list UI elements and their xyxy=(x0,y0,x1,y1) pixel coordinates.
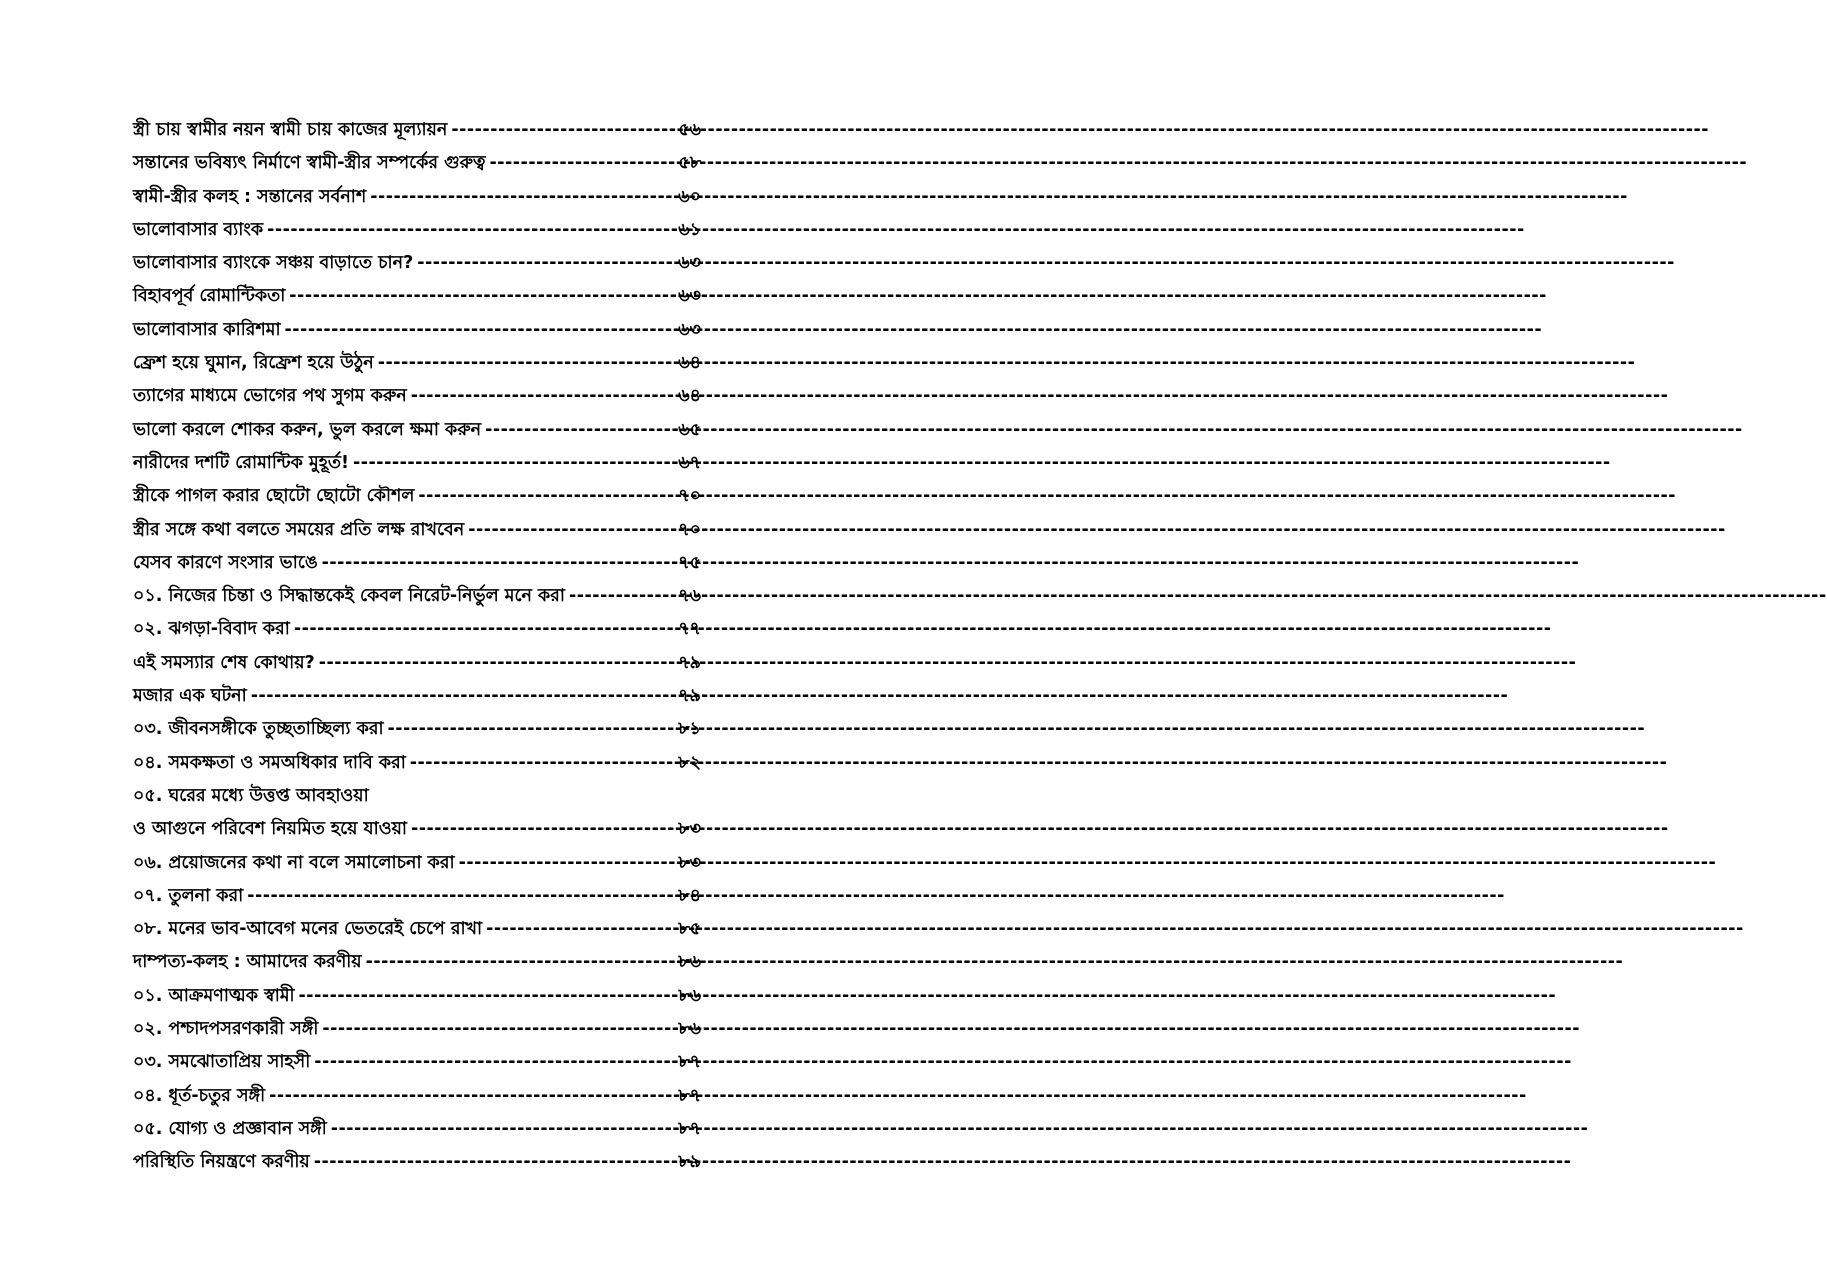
dot-leader xyxy=(314,1046,676,1079)
dot-leader xyxy=(459,847,677,880)
dot-leader xyxy=(451,114,676,147)
toc-entry[interactable] xyxy=(133,847,701,880)
toc-entry[interactable] xyxy=(133,480,701,513)
dot-leader xyxy=(418,480,676,513)
toc-entry-title: ০২. ঝগড়া-বিবাদ করা xyxy=(133,619,290,640)
toc-entry-title: ০৬. প্রয়োজনের কথা না বলে সমালোচনা করা xyxy=(133,852,455,873)
toc-entry-title: ০৭. তুলনা করা xyxy=(133,885,244,906)
toc-entry[interactable] xyxy=(133,780,701,813)
toc-entry[interactable] xyxy=(133,314,701,347)
toc-entry-title: ভালোবাসার ব্যাংক xyxy=(133,219,264,240)
toc-entry[interactable] xyxy=(133,613,701,646)
toc-entry-title: এই সমস্যার শেষ কোথায়? xyxy=(133,652,315,673)
dot-leader xyxy=(468,514,676,547)
toc-entry[interactable] xyxy=(133,880,701,913)
toc-entry[interactable] xyxy=(133,680,701,713)
toc-entry-title: যেসব কারণে সংসার ভাঙে xyxy=(133,552,318,573)
dot-leader xyxy=(490,147,677,180)
toc-entry-page-number: ৮৫ xyxy=(678,919,701,940)
toc-page xyxy=(0,0,870,1271)
toc-entry-title: বিহাবপূর্ব রোমান্টিকতা xyxy=(133,286,286,307)
toc-entry-title: ০৩. সমঝোতাপ্রিয় সাহসী xyxy=(133,1052,311,1073)
dot-leader xyxy=(294,613,676,646)
toc-entry[interactable] xyxy=(133,147,701,180)
toc-entry-title: স্ত্রীকে পাগল করার ছোটো ছোটো কৌশল xyxy=(133,486,415,507)
dot-leader xyxy=(322,547,677,580)
table-of-contents xyxy=(133,114,701,1180)
toc-entry[interactable] xyxy=(133,1146,701,1179)
dot-leader xyxy=(285,314,677,347)
toc-entry[interactable] xyxy=(133,980,701,1013)
dot-leader xyxy=(353,447,676,480)
toc-entry[interactable] xyxy=(133,347,701,380)
dot-leader xyxy=(289,280,676,313)
toc-entry-page-number: ৮৬ xyxy=(678,952,701,973)
toc-entry-page-number: ৫৬ xyxy=(678,120,701,140)
toc-entry[interactable] xyxy=(133,181,701,214)
toc-entry-page-number: ৬০ xyxy=(678,186,701,207)
toc-entry-page-number: ৮৩ xyxy=(678,852,701,873)
toc-entry-page-number: ৬৩ xyxy=(678,319,701,340)
dot-leader xyxy=(319,647,677,680)
toc-entry-title: ০১. আক্রমণাত্মক স্বামী xyxy=(133,985,295,1006)
dot-leader xyxy=(299,980,677,1013)
toc-entry-page-number: ৭০ xyxy=(678,519,701,540)
dot-leader xyxy=(370,181,676,214)
toc-entry[interactable] xyxy=(133,214,701,247)
dot-leader xyxy=(251,680,677,713)
toc-entry[interactable] xyxy=(133,647,701,680)
toc-entry-title: ০৫. যোগ্য ও প্রজ্ঞাবান সঙ্গী xyxy=(133,1118,327,1139)
toc-entry-title: ০১. নিজের চিন্তা ও সিদ্ধান্তকেই কেবল নিরেট-নির্ভুল মনে করা xyxy=(133,586,565,607)
toc-entry-page-number: ৬৭ xyxy=(678,452,701,473)
toc-entry-page-number: ৭০ xyxy=(678,486,701,507)
toc-entry-page-number: ৮৬ xyxy=(678,985,701,1006)
toc-entry[interactable] xyxy=(133,547,701,580)
toc-entry-page-number: ৮৭ xyxy=(678,1052,701,1073)
toc-entry[interactable] xyxy=(133,913,701,946)
toc-entry[interactable] xyxy=(133,114,701,147)
toc-entry-page-number: ৫৮ xyxy=(678,153,701,174)
toc-entry-page-number: ৭৯ xyxy=(678,686,701,707)
toc-entry-page-number: ৬১ xyxy=(678,219,701,240)
toc-entry[interactable] xyxy=(133,247,701,280)
toc-entry-page-number: ৮৬ xyxy=(678,1019,701,1040)
toc-entry-page-number: ৬৫ xyxy=(678,419,701,440)
toc-entry-title: ০৮. মনের ভাব-আবেগ মনের ভেতরেই চেপে রাখা xyxy=(133,919,483,940)
toc-entry-title: ফ্রেশ হয়ে ঘুমান, রিফ্রেশ হয়ে উঠুন xyxy=(133,353,374,374)
toc-entry-title: ও আগুনে পরিবেশ নিয়মিত হয়ে যাওয়া xyxy=(133,819,407,840)
dot-leader xyxy=(486,913,676,946)
dot-leader xyxy=(388,713,677,746)
toc-entry[interactable] xyxy=(133,580,701,613)
toc-entry-title: পরিস্থিতি নিয়ন্ত্রণে করণীয় xyxy=(133,1152,310,1173)
toc-entry-title: ভালোবাসার ব্যাংকে সঞ্চয় বাড়াতে চান? xyxy=(133,253,414,274)
toc-entry-page-number: ৮৭ xyxy=(678,1118,701,1139)
toc-entry-page-number: ৭৯ xyxy=(678,652,701,673)
toc-entry-page-number: ৬৪ xyxy=(678,386,701,407)
toc-entry[interactable] xyxy=(133,280,701,313)
toc-entry[interactable] xyxy=(133,380,701,413)
toc-entry[interactable] xyxy=(133,747,701,780)
dot-leader xyxy=(411,380,677,413)
toc-entry-page-number: ৮৯ xyxy=(678,1152,701,1173)
toc-entry[interactable] xyxy=(133,514,701,547)
dot-leader xyxy=(267,214,676,247)
dot-leader xyxy=(331,1113,677,1146)
toc-entry-page-number: ৭৬ xyxy=(678,586,701,607)
dot-leader xyxy=(378,347,677,380)
dot-leader xyxy=(417,247,676,280)
toc-entry-page-number: ৮৩ xyxy=(678,819,701,840)
toc-entry-title: ০২. পশ্চাদপসরণকারী সঙ্গী xyxy=(133,1019,319,1040)
dot-leader xyxy=(366,946,677,979)
dot-leader xyxy=(247,880,676,913)
toc-entry[interactable] xyxy=(133,414,701,447)
toc-entry-page-number: ৮৭ xyxy=(678,1085,701,1106)
toc-entry-title: ০৫. ঘরের মধ্যে উত্তপ্ত আবহাওয়া xyxy=(133,785,369,806)
toc-entry-title: ০৪. সমকক্ষতা ও সমঅধিকার দাবি করা xyxy=(133,752,406,773)
toc-entry[interactable] xyxy=(133,1113,701,1146)
toc-entry-title: স্ত্রী চায় স্বামীর নয়ন স্বামী চায় কাজের মূল্যায়ন xyxy=(133,120,448,140)
toc-entry-title: ভালো করলে শোকর করুন, ভুল করলে ক্ষমা করুন xyxy=(133,419,482,440)
toc-entry-page-number: ৭৫ xyxy=(678,552,701,573)
toc-entry-title: মজার এক ঘটনা xyxy=(133,686,247,707)
toc-entry-title: নারীদের দশটি রোমান্টিক মুহূর্ত! xyxy=(133,452,350,473)
toc-entry-page-number: ৮২ xyxy=(678,752,701,773)
toc-entry-title: ত্যাগের মাধ্যমে ভোগের পথ সুগম করুন xyxy=(133,386,407,407)
toc-entry[interactable] xyxy=(133,1046,701,1079)
toc-entry-title: দাম্পত্য-কলহ : আমাদের করণীয় xyxy=(133,952,362,973)
toc-entry-title: স্বামী-স্ত্রীর কলহ : সন্তানের সর্বনাশ xyxy=(133,186,367,207)
toc-entry[interactable] xyxy=(133,447,701,480)
toc-entry-title: ০৩. জীবনসঙ্গীকে তুচ্ছতাচ্ছিল্য করা xyxy=(133,719,384,740)
toc-entry-page-number: ৬৩ xyxy=(678,286,701,307)
toc-entry-page-number: ৮৪ xyxy=(678,885,701,906)
toc-entry-title: ভালোবাসার কারিশমা xyxy=(133,319,281,340)
dot-leader xyxy=(322,1013,676,1046)
toc-entry[interactable] xyxy=(133,946,701,979)
toc-entry[interactable] xyxy=(133,713,701,746)
dot-leader xyxy=(411,813,676,846)
toc-entry-page-number: ৮১ xyxy=(678,719,701,740)
toc-entry-title: স্ত্রীর সঙ্গে কথা বলতে সময়ের প্রতি লক্ষ রাখবেন xyxy=(133,519,465,540)
toc-entry[interactable] xyxy=(133,1013,701,1046)
dot-leader xyxy=(269,1080,676,1113)
toc-entry-title: ০৪. ধূর্ত-চতুর সঙ্গী xyxy=(133,1085,266,1106)
toc-entry-page-number: ৬৪ xyxy=(678,353,701,374)
dot-leader xyxy=(485,414,676,447)
dot-leader xyxy=(569,580,676,613)
toc-entry-title: সন্তানের ভবিষ্যৎ নির্মাণে স্বামী-স্ত্রীর সম্পর্কের গুরুত্ব xyxy=(133,153,486,174)
toc-entry[interactable] xyxy=(133,813,701,846)
dot-leader xyxy=(314,1146,677,1179)
toc-entry-page-number: ৬৩ xyxy=(678,253,701,274)
toc-entry[interactable] xyxy=(133,1080,701,1113)
toc-entry-page-number: ৭৭ xyxy=(678,619,701,640)
dot-leader xyxy=(410,747,676,780)
